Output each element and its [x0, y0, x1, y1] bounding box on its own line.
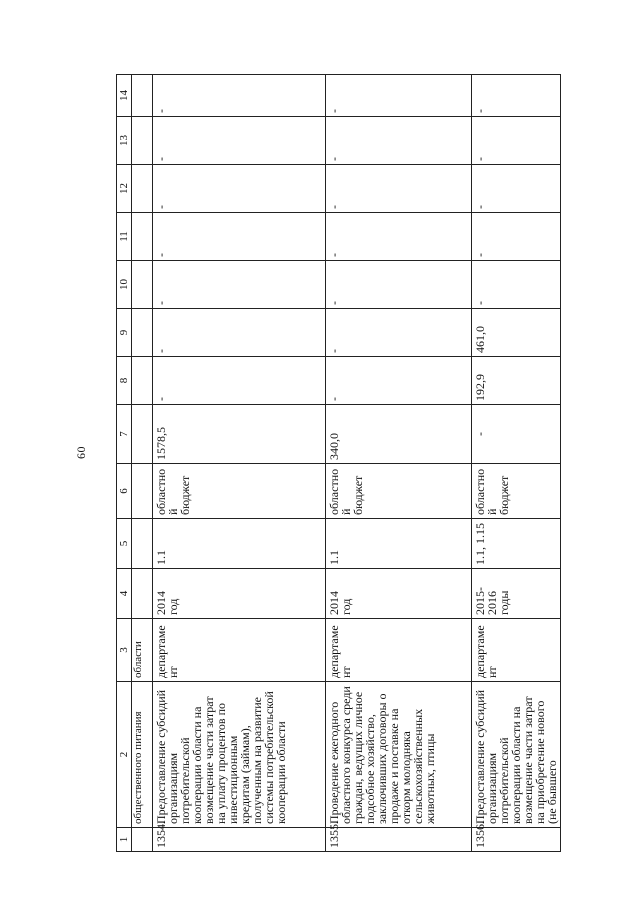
column-number: 9	[117, 309, 132, 357]
row-number: 1354.	[153, 828, 326, 852]
continued-description: общественного питания	[132, 682, 153, 828]
row-number: 1355.	[326, 828, 472, 852]
column-number: 6	[117, 464, 132, 519]
amount-col12: -	[472, 165, 561, 213]
amount-col9: -	[153, 309, 326, 357]
measure-description: Проведение ежегодного областного конкурса среди граждан, ведущих личное подсобное хозяйство, заключивших договоры о продаже и поставке на откорм молодняка сельскохозяйственных животных, птицы	[326, 682, 472, 828]
amount-col11: -	[153, 213, 326, 261]
amount-col13: -	[326, 117, 472, 165]
amount-col11: -	[326, 213, 472, 261]
table-row	[472, 75, 561, 852]
page-number: 60	[74, 446, 88, 459]
measure-description: Предоставление субсидий организациям потребительской кооперации области на возмещение части затрат на приобретение нового (не бывшего	[472, 682, 561, 828]
amount-col9: -	[326, 309, 472, 357]
amount-col14: -	[472, 75, 561, 117]
amount-col11: -	[472, 213, 561, 261]
program-measures-table	[116, 74, 561, 852]
amount-col7: 340,0	[326, 405, 472, 464]
column-number: 4	[117, 569, 132, 619]
funding-source: областной бюджет	[472, 464, 561, 519]
row-number: 1356.	[472, 828, 561, 852]
column-number: 2	[117, 682, 132, 828]
target-indicator: 1.1, 1.15	[472, 519, 561, 569]
table-viewport	[116, 75, 559, 852]
executor: департамент	[472, 619, 561, 682]
amount-col9: 461,0	[472, 309, 561, 357]
column-number: 5	[117, 519, 132, 569]
column-number: 1	[117, 828, 132, 852]
funding-source: областной бюджет	[153, 464, 326, 519]
target-indicator: 1.1	[153, 519, 326, 569]
amount-col14: -	[326, 75, 472, 117]
amount-col12: -	[153, 165, 326, 213]
column-number: 14	[117, 75, 132, 117]
amount-col12: -	[326, 165, 472, 213]
column-number: 7	[117, 405, 132, 464]
column-number-row	[117, 75, 132, 852]
period: 2014 год	[153, 569, 326, 619]
measure-description: Предоставление субсидий организациям потребительской кооперации области на возмещение части затрат на уплату процентов по инвестиционным кредитам (займам), полученным на развитие системы потребительской кооперации области	[153, 682, 326, 828]
amount-col10: -	[472, 261, 561, 309]
executor: департамент	[153, 619, 326, 682]
amount-col8: 192,9	[472, 357, 561, 405]
funding-source: областной бюджет	[326, 464, 472, 519]
amount-col13: -	[153, 117, 326, 165]
column-number: 12	[117, 165, 132, 213]
rotated-page-content	[116, 75, 559, 852]
column-number: 10	[117, 261, 132, 309]
period: 2015-2016 годы	[472, 569, 561, 619]
amount-col13: -	[472, 117, 561, 165]
amount-col7: 1578,5	[153, 405, 326, 464]
column-number: 13	[117, 117, 132, 165]
column-number: 3	[117, 619, 132, 682]
table-row	[153, 75, 326, 852]
executor: департамент	[326, 619, 472, 682]
period: 2014 год	[326, 569, 472, 619]
amount-col14: -	[153, 75, 326, 117]
continued-text-row	[132, 75, 153, 852]
table-row	[326, 75, 472, 852]
amount-col8: -	[153, 357, 326, 405]
column-number: 8	[117, 357, 132, 405]
column-number: 11	[117, 213, 132, 261]
amount-col7: -	[472, 405, 561, 464]
amount-col10: -	[326, 261, 472, 309]
amount-col10: -	[153, 261, 326, 309]
target-indicator: 1.1	[326, 519, 472, 569]
amount-col8: -	[326, 357, 472, 405]
continued-executor: области	[132, 619, 153, 682]
